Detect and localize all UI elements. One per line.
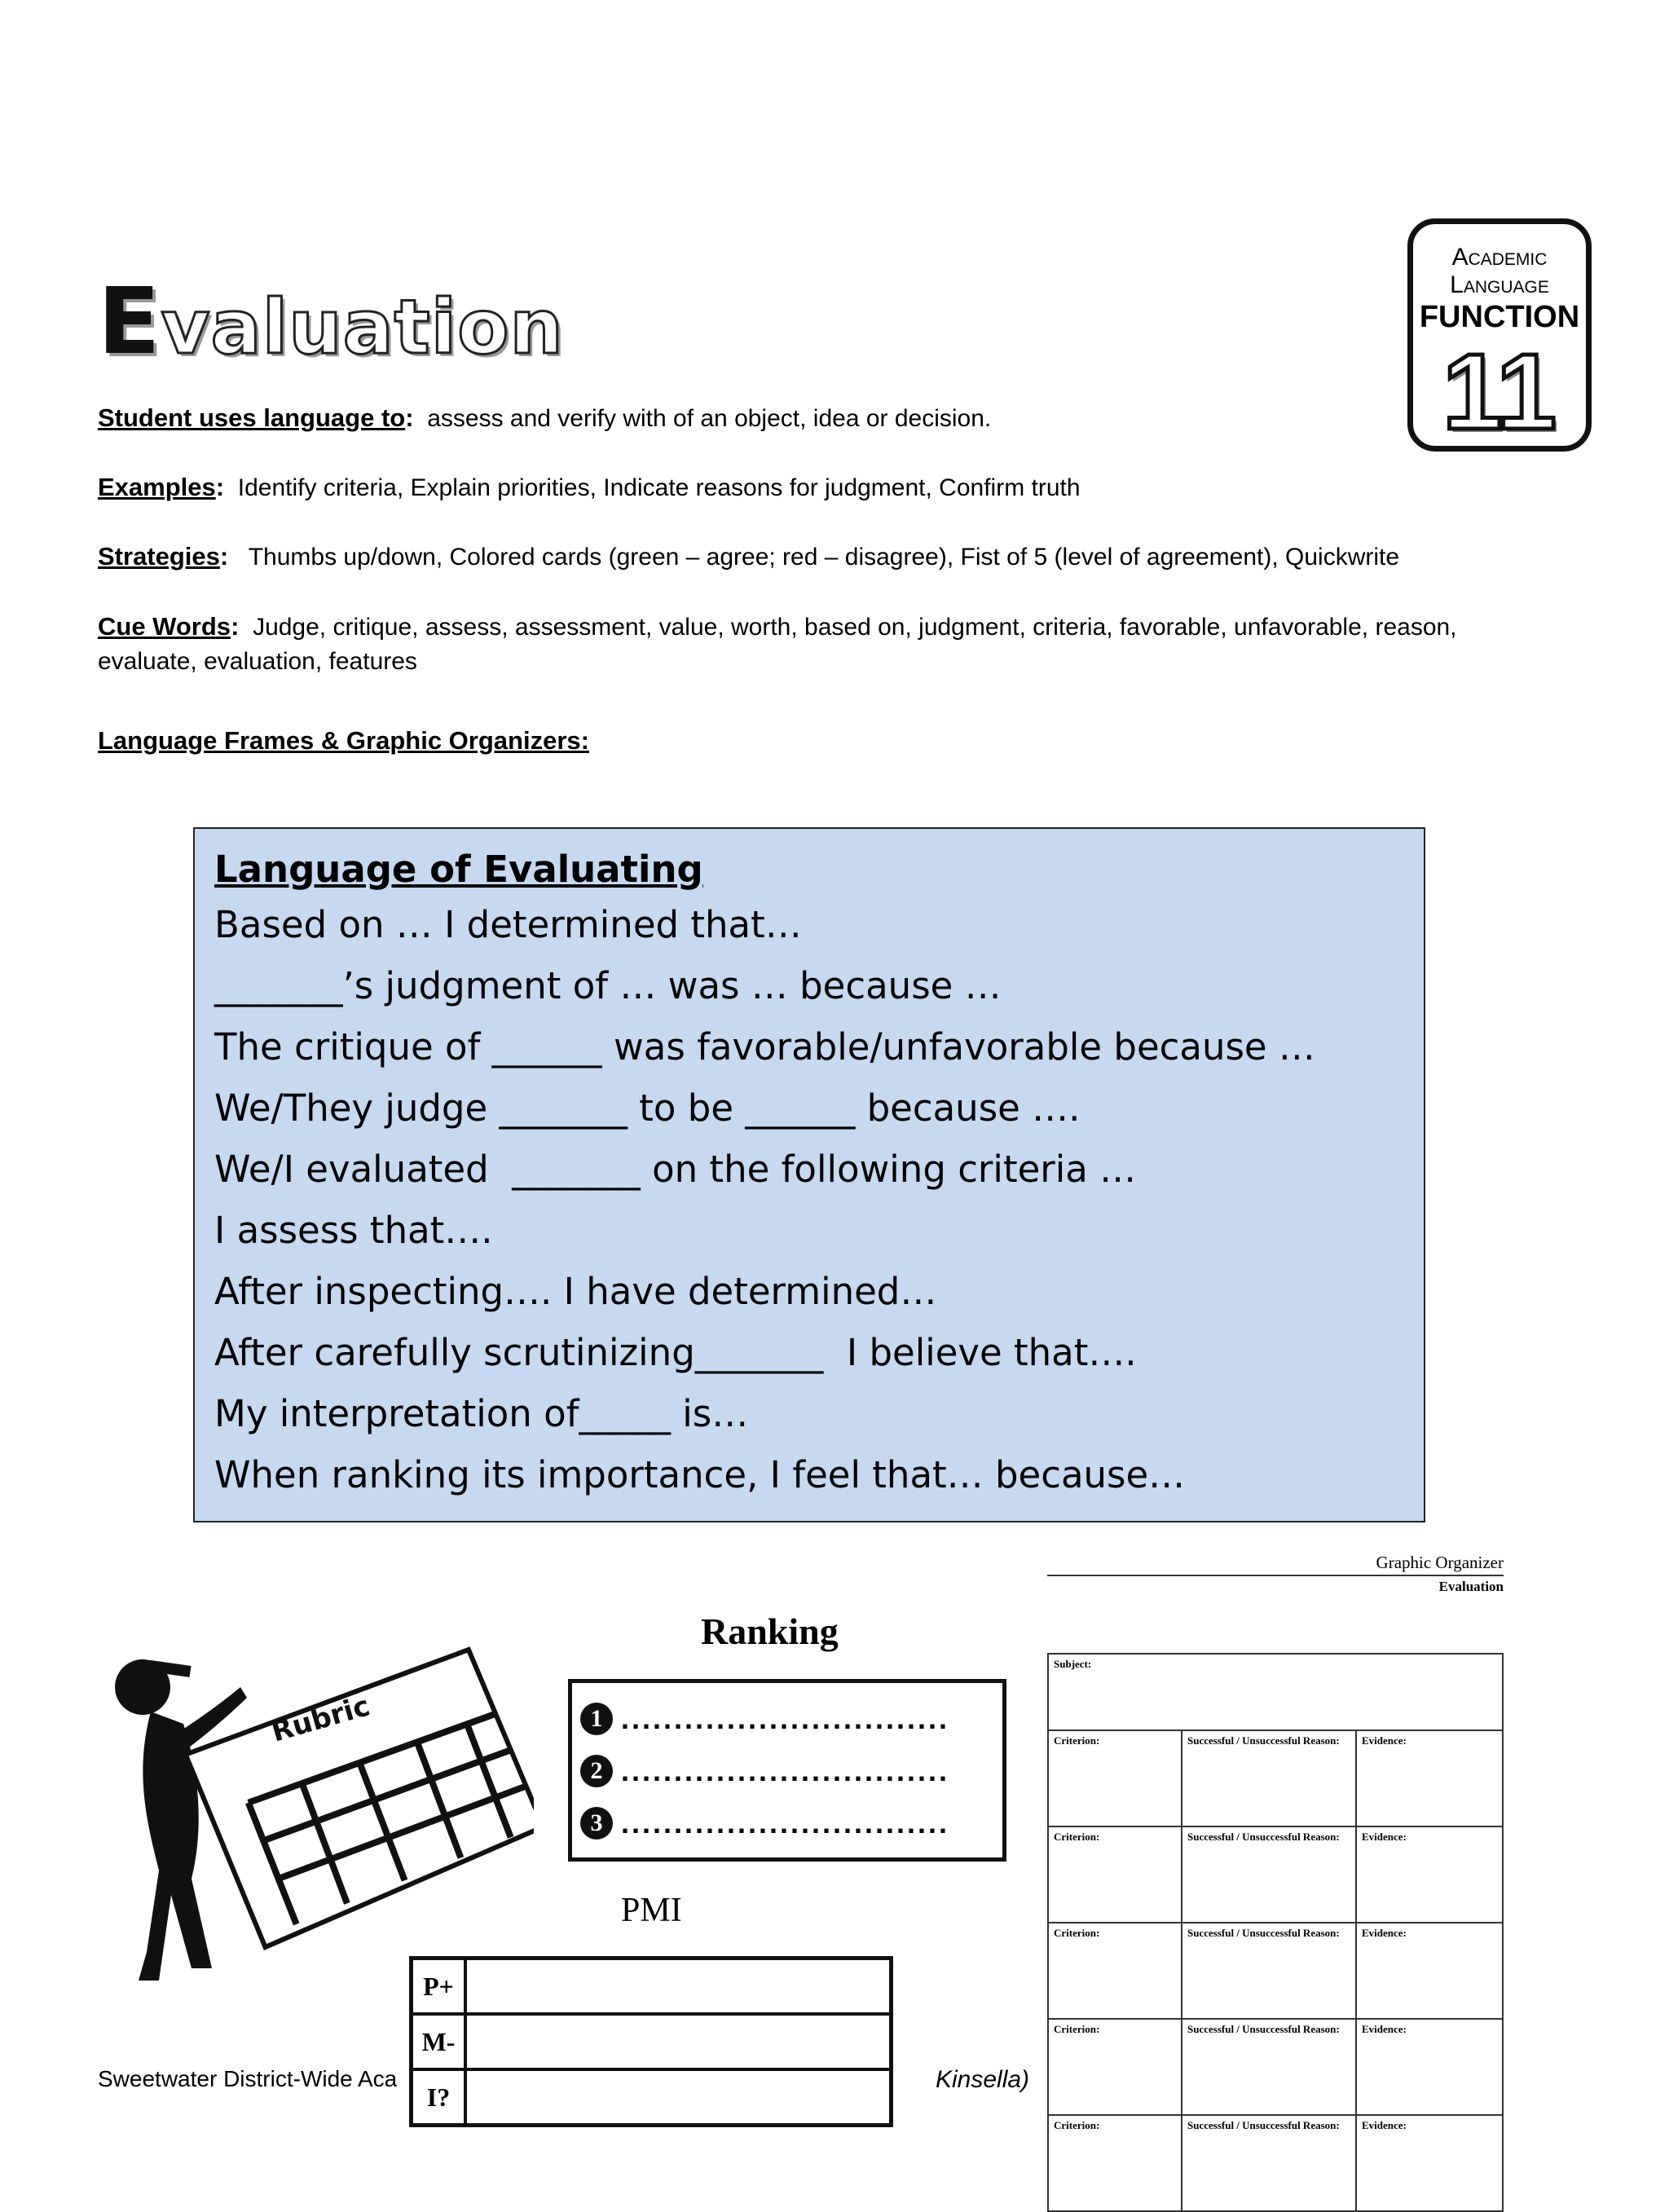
cue-words-text: Judge, critique, assess, assessment, value, worth, based on, judgment, criteria, favorable, unfavorable, reason, evaluate, evaluation, features — [98, 614, 1457, 675]
ranking-dots: ............................... — [621, 1806, 950, 1840]
frame-line: We/They judge _______ to be ______ because …. — [214, 1086, 1081, 1130]
reason-label: Successful / Unsuccessful Reason: — [1182, 1826, 1356, 1923]
graphic-organizer-header: Graphic Organizer — [1047, 1553, 1504, 1576]
ranking-title: Ranking — [701, 1611, 839, 1652]
student-uses-line: Student uses language to: assess and verify with of an object, idea or decision. — [98, 403, 992, 432]
evidence-label: Evidence: — [1356, 1923, 1503, 2019]
evidence-label: Evidence: — [1356, 2115, 1503, 2211]
criterion-label: Criterion: — [1048, 2115, 1182, 2211]
examples-line: Examples: Identify criteria, Explain priorities, Indicate reasons for judgment, Confirm truth — [98, 473, 1081, 501]
frame-line: After carefully scrutinizing_______ I believe that…. — [214, 1331, 1137, 1374]
strategies-label: Strategies — [98, 542, 220, 571]
frames-section-heading: Language Frames & Graphic Organizers: — [98, 726, 589, 755]
criterion-label: Criterion: — [1048, 1923, 1182, 2019]
pmi-row — [412, 2014, 892, 2069]
reason-label: Successful / Unsuccessful Reason: — [1182, 1923, 1356, 2019]
badge-line-2: Language — [1450, 271, 1549, 298]
ranking-row — [580, 1693, 994, 1745]
examples-label: Examples — [98, 473, 216, 501]
criterion-label: Criterion: — [1048, 1826, 1182, 1923]
frame-line: My interpretation of_____ is… — [214, 1392, 749, 1435]
reason-label: Successful / Unsuccessful Reason: — [1182, 2019, 1356, 2115]
cue-words-label: Cue Words — [98, 612, 231, 641]
badge-line-1: Academic — [1451, 244, 1548, 271]
rubric-label: Rubric — [267, 1690, 374, 1749]
cue-words-line: Cue Words: Judge, critique, assess, assessment, value, worth, based on, judgment, criteria, favorable, unfavorable, reason, evaluate, evaluation, features — [98, 612, 1457, 675]
pmi-cell — [465, 2069, 892, 2126]
criterion-row — [1048, 2115, 1503, 2211]
frame-line: We/I evaluated _______ on the following criteria … — [214, 1148, 1137, 1191]
pmi-table — [409, 1956, 893, 2127]
reason-label: Successful / Unsuccessful Reason: — [1182, 1730, 1356, 1826]
criterion-row — [1048, 1923, 1503, 2019]
ranking-number: 2 — [580, 1755, 613, 1787]
strategies-line: Strategies: Thumbs up/down, Colored cards (green – agree; red – disagree), Fist of 5 (level of agreement), Quickwrite — [98, 542, 1400, 571]
criterion-label: Criterion: — [1048, 1730, 1182, 1826]
strategies-text: Thumbs up/down, Colored cards (green – agree; red – disagree), Fist of 5 (level of agreement), Quickwrite — [248, 544, 1400, 571]
badge-line-3: FUNCTION — [1419, 300, 1580, 334]
pmi-row — [412, 1959, 892, 2015]
pmi-title: PMI — [621, 1892, 682, 1929]
badge-number: 11 — [1442, 332, 1557, 452]
criterion-row — [1048, 1826, 1503, 1923]
frames-box-heading: Language of Evaluating — [214, 848, 703, 891]
frame-line: I assess that…. — [214, 1209, 493, 1252]
pmi-cell — [465, 1959, 892, 2015]
reason-label: Successful / Unsuccessful Reason: — [1182, 2115, 1356, 2211]
ranking-box — [568, 1679, 1006, 1862]
frame-line: After inspecting…. I have determined… — [214, 1270, 937, 1313]
pmi-key: I? — [412, 2069, 466, 2126]
language-frames-box — [193, 827, 1425, 1522]
evidence-label: Evidence: — [1356, 2019, 1503, 2115]
ranking-number: 1 — [580, 1703, 613, 1735]
criterion-label: Criterion: — [1048, 2019, 1182, 2115]
student-uses-text: assess and verify with of an object, idea or decision. — [427, 405, 992, 432]
ranking-row — [580, 1745, 994, 1797]
subject-row — [1048, 1654, 1503, 1730]
pmi-row — [412, 2069, 892, 2126]
graphic-organizer-subheader: Evaluation — [1438, 1579, 1504, 1594]
ranking-dots: ............................... — [621, 1754, 950, 1787]
student-uses-label: Student uses language to — [98, 403, 406, 432]
footer-left: Sweetwater District-Wide Aca — [98, 2066, 398, 2091]
evidence-label: Evidence: — [1356, 1826, 1503, 1923]
ranking-number: 3 — [580, 1807, 613, 1840]
rubric-figure-illustration — [102, 1610, 534, 1993]
page-title: Evaluation — [98, 269, 564, 375]
pmi-cell — [465, 2014, 892, 2069]
evidence-label: Evidence: — [1356, 1730, 1503, 1826]
frame-line: The critique of ______ was favorable/unfavorable because … — [214, 1025, 1315, 1069]
subject-label: Subject: — [1048, 1654, 1503, 1730]
frame-line: _______’s judgment of … was … because … — [214, 964, 1002, 1007]
frame-line: When ranking its importance, I feel that… because… — [214, 1453, 1186, 1496]
examples-text: Identify criteria, Explain priorities, Indicate reasons for judgment, Confirm truth — [237, 474, 1081, 501]
criterion-row — [1048, 1730, 1503, 1826]
footer-right: Kinsella) — [936, 2066, 1030, 2093]
pmi-key: P+ — [412, 1959, 466, 2015]
pmi-key: M- — [412, 2014, 466, 2069]
graphic-organizer-table — [1047, 1653, 1504, 2212]
frame-line: Based on … I determined that… — [214, 903, 802, 946]
ranking-row — [580, 1797, 994, 1849]
criterion-row — [1048, 2019, 1503, 2115]
ranking-dots: ............................... — [621, 1702, 950, 1735]
